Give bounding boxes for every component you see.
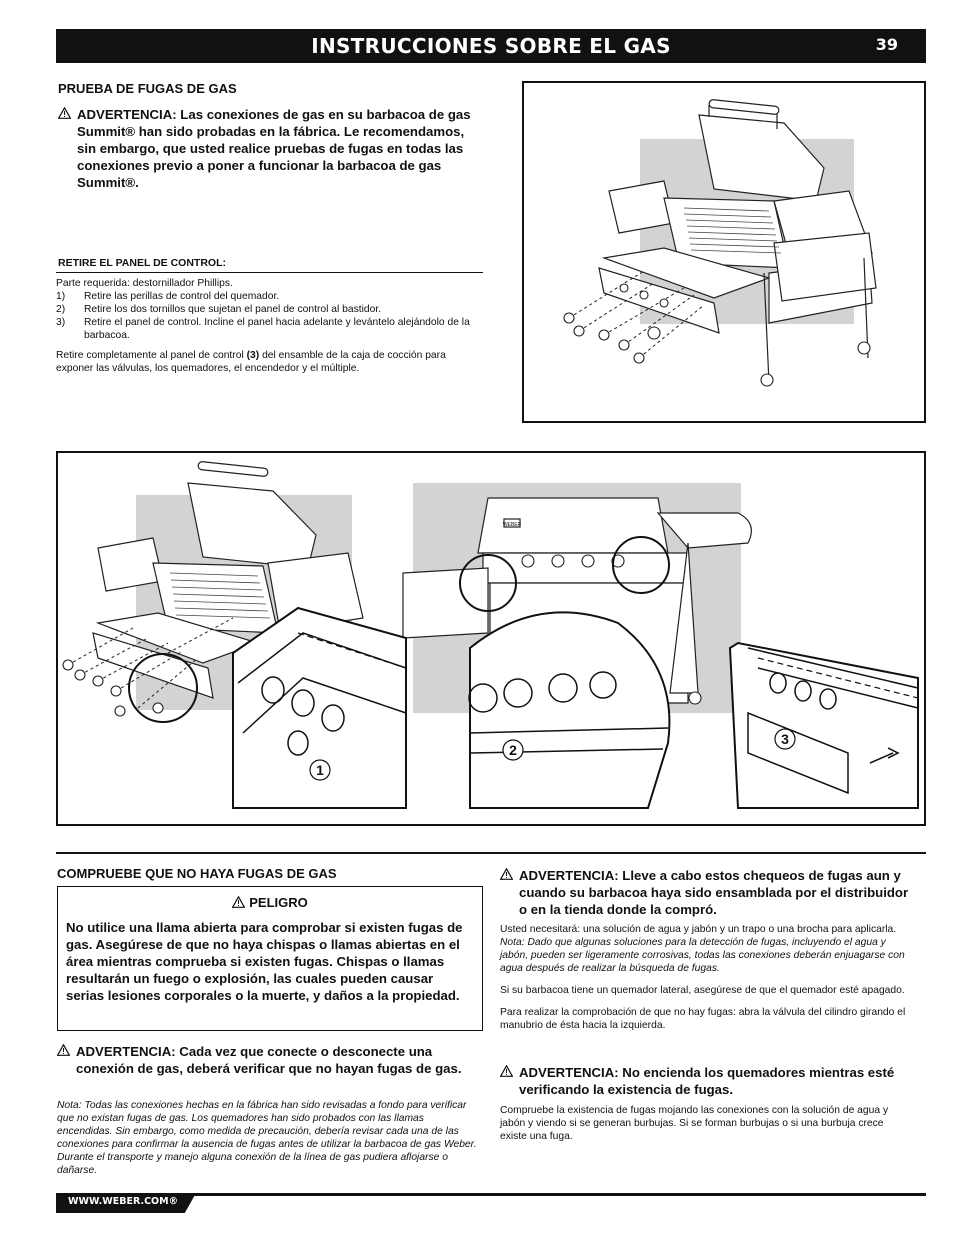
factory-note: Nota: Todas las conexiones hechas en la fábrica han sido revisadas a fondo para verificar que no existan fugas de gas. Los quemadores han sido probados con las llamas encendidas. Sin embargo, como medida de precaución, debería revisar cada una de las conexiones para confirmar la ausencia de fugas antes de utilizar la barbacoa de gas Weber. Durante el transporte y manejo alguna conexión de la línea de gas pudiera aflojarse o dañarse. <box>57 1100 477 1176</box>
procedure-text: Para realizar la comprobación de que no hay fugas: abra la válvula del cilindro girando el manubrio de ésta hacia la izquierda. <box>500 1007 906 1031</box>
check-leaks-heading: COMPRUEBE QUE NO HAYA FUGAS DE GAS <box>57 866 337 881</box>
list-item <box>56 316 484 342</box>
required-part: Parte requerida: destornillador Phillips. <box>56 278 233 289</box>
danger-text: No utilice una llama abierta para comprobar si existen fugas de gas. Asegúrese de que no haya chispas o llamas abiertas en el área mientras comprueba si existen fugas. Chispas o llamas resultarán un fuego o explosión, las cuales pueden causar serias lesiones corporales o la muerte, y daños a la propiedad. <box>66 920 463 1003</box>
warning-icon <box>57 1044 70 1056</box>
burner-warning <box>500 1064 910 1098</box>
grill-overview-figure <box>522 81 926 423</box>
leak-check-instructions <box>500 923 910 1032</box>
callout-1: 1 <box>316 762 324 778</box>
warning-icon <box>500 868 513 880</box>
leak-test-heading: PRUEBA DE FUGAS DE GAS <box>58 81 237 96</box>
divider <box>56 272 483 273</box>
weber-badge: WEBER <box>502 522 522 528</box>
callout-3: 3 <box>781 731 789 747</box>
page-number: 39 <box>875 35 898 54</box>
remove-panel-heading: RETIRE EL PANEL DE CONTROL: <box>58 257 227 269</box>
panel-reference: (3) <box>246 350 260 361</box>
header-bar <box>56 29 926 63</box>
website-link[interactable]: WWW.WEBER.COM® <box>68 1196 179 1207</box>
burner-warning-text: ADVERTENCIA: No encienda los quemadores mientras esté verificando la existencia de fugas. <box>519 1065 895 1097</box>
paragraph-text: del ensamble de la caja de cocción para exponer las válvulas, los quemadores, el encendedor y el múltiple. <box>56 350 446 374</box>
remove-panel-body <box>56 277 484 375</box>
step-number: 3) <box>56 317 66 328</box>
dealer-warning <box>500 867 910 918</box>
step-text: Retire el panel de control. Incline el panel hacia adelante y levántelo alejándolo de la barbacoa. <box>84 317 470 341</box>
leak-test-warning-text: ADVERTENCIA: Las conexiones de gas en su barbacoa de gas Summit® han sido probadas en la fábrica. Le recomendamos, sin embargo, que usted realice pruebas de fugas en todas las conexiones previo a poner a funcionar la barbacoa de gas Summit®. <box>77 107 471 190</box>
connection-warning <box>57 1043 482 1077</box>
section-divider <box>56 852 926 854</box>
connection-warning-text: ADVERTENCIA: Cada vez que conecte o desconecte una conexión de gas, deberá verificar que no hayan fugas de gas. <box>76 1044 462 1076</box>
callout-2: 2 <box>509 742 517 758</box>
page-title: INSTRUCCIONES SOBRE EL GAS <box>311 34 671 58</box>
step-number: 2) <box>56 304 66 315</box>
paragraph-text: Retire completamente al panel de control <box>56 350 247 361</box>
panel-removal-illustration <box>58 453 924 824</box>
bubble-check-text: Compruebe la existencia de fugas mojando las conexiones con la solución de agua y jabón y viendo si se generan burbujas. Si se forman burbujas o si una burbuja crece existe una fuga. <box>500 1105 889 1142</box>
warning-icon <box>58 107 71 119</box>
leak-test-warning <box>58 106 483 191</box>
control-panel-removal-figure <box>56 451 926 826</box>
warning-icon <box>232 896 245 908</box>
remove-panel-paragraph <box>56 349 484 375</box>
supplies-text: Usted necesitará: una solución de agua y jabón y un trapo o una brocha para aplicarla. <box>500 924 897 935</box>
warning-icon <box>500 1065 513 1077</box>
danger-title <box>58 895 482 910</box>
list-item <box>56 303 484 316</box>
dealer-warning-text: ADVERTENCIA: Lleve a cabo estos chequeos de fugas aun y cuando su barbacoa haya sido ensamblada por el distribuidor o en la tienda donde la compró. <box>519 868 909 917</box>
danger-title-text: PELIGRO <box>249 895 308 910</box>
danger-box <box>57 886 483 1031</box>
list-item <box>56 290 484 303</box>
step-number: 1) <box>56 291 66 302</box>
step-text: Retire los dos tornillos que sujetan el panel de control al bastidor. <box>84 304 382 315</box>
grill-illustration <box>524 83 924 421</box>
side-burner-text: Si su barbacoa tiene un quemador lateral, asegúrese de que el quemador esté apagado. <box>500 985 905 996</box>
corrosion-note: Nota: Dado que algunas soluciones para la detección de fugas, incluyendo el agua y jabón, pueden ser ligeramente corrosivas, todas las conexiones deberán enjuagarse con agua después de realizar la búsqueda de fugas. <box>500 937 905 974</box>
step-text: Retire las perillas de control del quemador. <box>84 291 280 302</box>
